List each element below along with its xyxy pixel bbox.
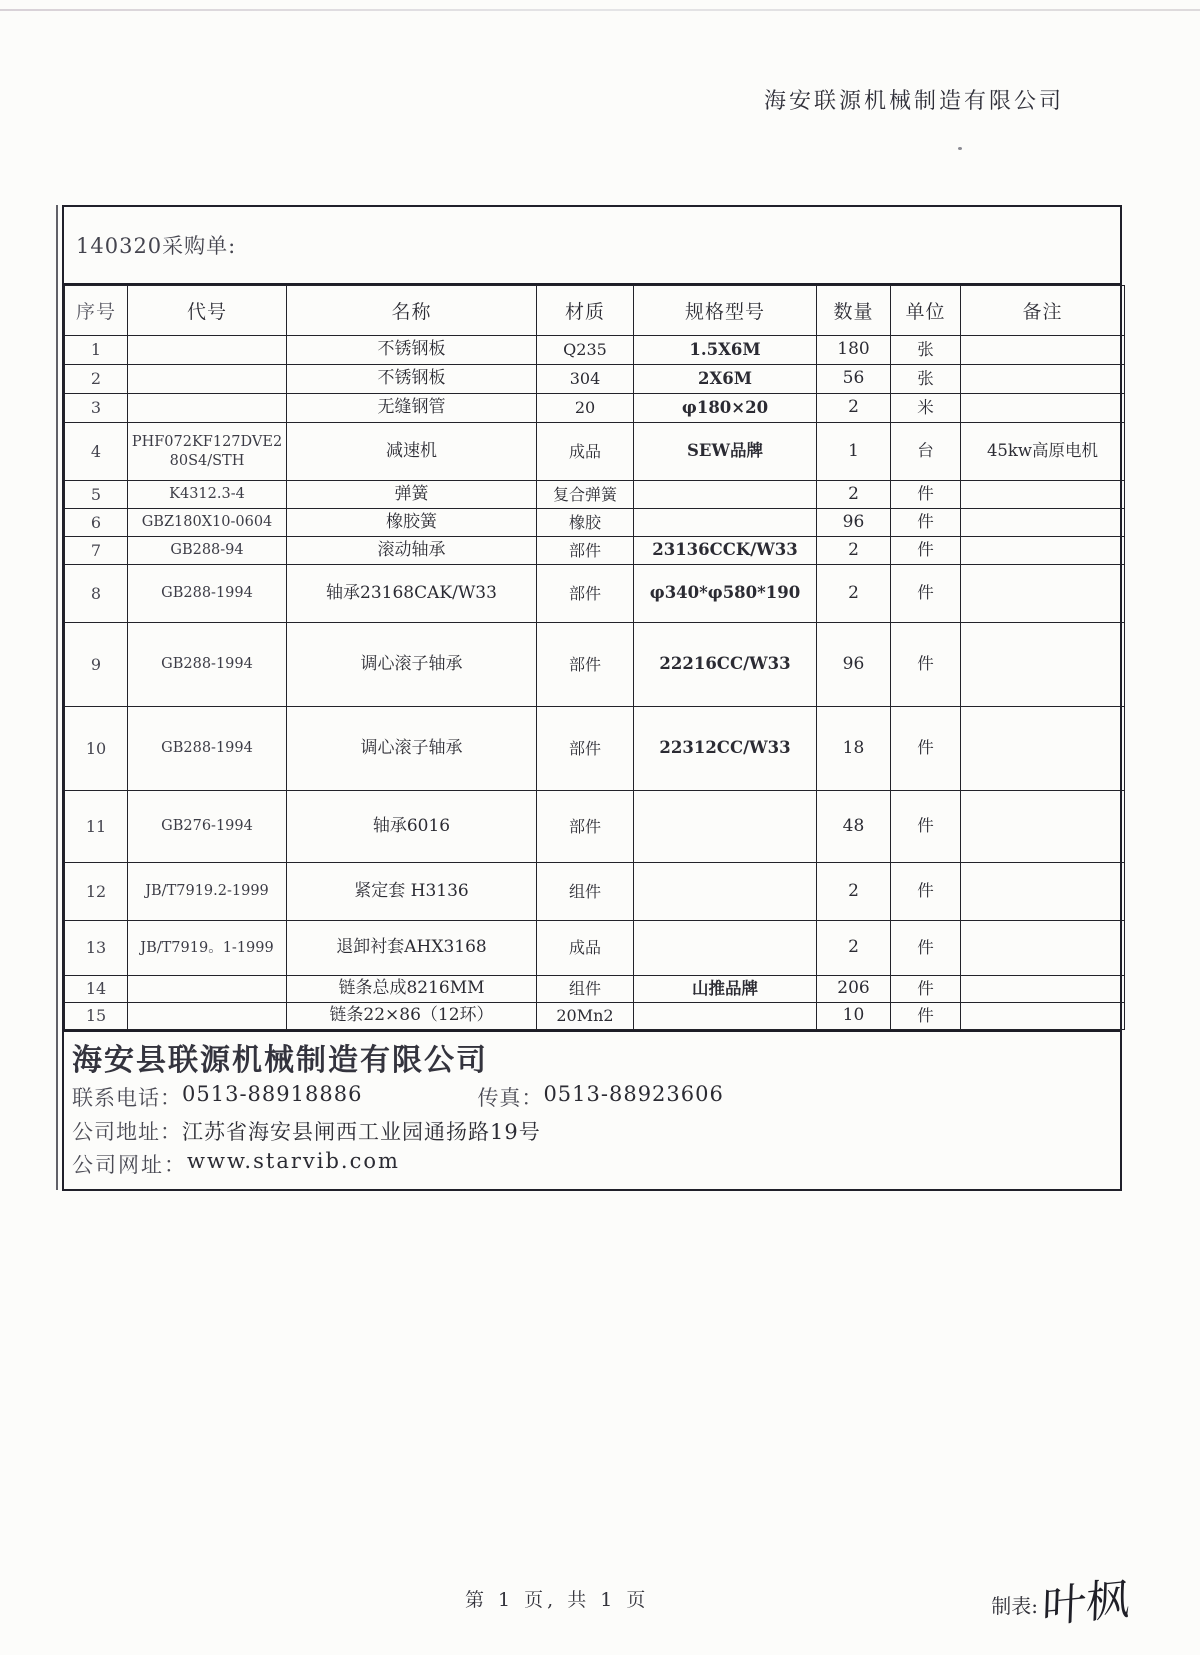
cell-qty: 48 [817,791,891,863]
cell-name: 橡胶簧 [287,509,537,537]
cell-name: 滚动轴承 [287,537,537,565]
cell-material: 部件 [537,791,634,863]
cell-remark [961,394,1125,423]
cell-spec [634,509,817,537]
table-header [65,286,1125,336]
cell-material: 成品 [537,921,634,976]
purchase-order-sheet [62,205,1122,1191]
header-code: 代号 [128,286,287,336]
cell-unit: 件 [891,509,961,537]
cell-remark [961,976,1125,1003]
cell-remark [961,509,1125,537]
header-unit: 单位 [891,286,961,336]
cell-seq: 10 [65,707,128,791]
fax-value: 0513-88923606 [543,1082,724,1107]
cell-name: 减速机 [287,423,537,481]
cell-code [128,394,287,423]
cell-unit: 件 [891,537,961,565]
cell-qty: 56 [817,365,891,394]
header-row [65,286,1125,336]
po-table-body [65,336,1125,1030]
cell-seq: 12 [65,863,128,921]
cell-unit: 件 [891,976,961,1003]
header-remark: 备注 [961,286,1125,336]
cell-code: GB276-1994 [128,791,287,863]
company-header: 海安联源机械制造有限公司 [763,89,1064,114]
header-spec: 规格型号 [634,286,817,336]
address-label: 公司地址： [72,1119,182,1144]
cell-spec [634,921,817,976]
header-material: 材质 [537,286,634,336]
cell-remark [961,336,1125,365]
cell-remark [961,481,1125,509]
cell-material: 组件 [537,863,634,921]
website-value: www.starvib.com [187,1148,400,1173]
cell-qty: 96 [817,623,891,707]
cell-spec: 22312CC/W33 [634,707,817,791]
cell-remark [961,565,1125,623]
cell-seq: 7 [65,537,128,565]
cell-qty: 2 [817,537,891,565]
table-row [65,336,1125,365]
cell-spec: 22216CC/W33 [634,623,817,707]
table-row [65,1003,1125,1030]
cell-code: GBZ180X10-0604 [128,509,287,537]
cell-qty: 2 [817,921,891,976]
cell-qty: 206 [817,976,891,1003]
cell-remark [961,791,1125,863]
cell-spec: φ340*φ580*190 [634,565,817,623]
cell-remark: 45kw高原电机 [961,423,1125,481]
cell-spec [634,481,817,509]
cell-name: 调心滚子轴承 [287,623,537,707]
cell-qty: 1 [817,423,891,481]
cell-remark [961,537,1125,565]
cell-qty: 180 [817,336,891,365]
cell-name: 紧定套 H3136 [287,863,537,921]
cell-material: 部件 [537,623,634,707]
website-label: 公司网址： [72,1152,187,1177]
cell-code: JB/T7919。1-1999 [128,921,287,976]
table-row [65,791,1125,863]
company-website-line [72,1149,1110,1179]
scan-double-border-line [56,205,58,1190]
cell-seq: 13 [65,921,128,976]
table-row [65,976,1125,1003]
phone-value: 0513-88918886 [182,1082,363,1107]
cell-material: 20 [537,394,634,423]
page-number-info: 第 1 页, 共 1 页 [465,1589,650,1611]
header-qty: 数量 [817,286,891,336]
cell-material: 部件 [537,537,634,565]
cell-name: 调心滚子轴承 [287,707,537,791]
cell-spec [634,863,817,921]
table-row [65,423,1125,481]
address-value: 江苏省海安县闸西工业园通扬路19号 [182,1119,541,1144]
cell-qty: 2 [817,394,891,423]
phone-label: 联系电话： [72,1086,182,1111]
cell-remark [961,623,1125,707]
cell-material: 304 [537,365,634,394]
cell-material: Q235 [537,336,634,365]
table-row [65,921,1125,976]
cell-spec: 23136CCK/W33 [634,537,817,565]
cell-material: 部件 [537,707,634,791]
purchase-order-table [64,285,1125,1030]
cell-unit: 张 [891,336,961,365]
cell-unit: 件 [891,1003,961,1030]
maker-signature-handwriting: 叶枫 [1041,1573,1131,1634]
cell-name: 轴承23168CAK/W33 [287,565,537,623]
cell-unit: 件 [891,481,961,509]
cell-unit: 件 [891,565,961,623]
cell-unit: 件 [891,863,961,921]
header-name: 名称 [287,286,537,336]
cell-name: 链条总成8216MM [287,976,537,1003]
cell-seq: 14 [65,976,128,1003]
cell-code: K4312.3-4 [128,481,287,509]
cell-unit: 米 [891,394,961,423]
cell-qty: 96 [817,509,891,537]
cell-unit: 件 [891,623,961,707]
cell-seq: 1 [65,336,128,365]
cell-name: 轴承6016 [287,791,537,863]
cell-material: 成品 [537,423,634,481]
cell-material: 复合弹簧 [537,481,634,509]
cell-code: GB288-94 [128,537,287,565]
cell-spec: 1.5X6M [634,336,817,365]
table-row [65,707,1125,791]
cell-qty: 2 [817,481,891,509]
cell-seq: 8 [65,565,128,623]
cell-spec: 山推品牌 [634,976,817,1003]
cell-qty: 2 [817,863,891,921]
cell-material: 部件 [537,565,634,623]
cell-code: JB/T7919.2-1999 [128,863,287,921]
maker-label: 制表: [991,1594,1038,1618]
cell-name: 退卸衬套AHX3168 [287,921,537,976]
cell-name: 无缝钢管 [287,394,537,423]
cell-code: GB288-1994 [128,565,287,623]
cell-qty: 10 [817,1003,891,1030]
cell-seq: 11 [65,791,128,863]
table-row [65,509,1125,537]
cell-seq: 4 [65,423,128,481]
cell-seq: 6 [65,509,128,537]
cell-material: 20Mn2 [537,1003,634,1030]
cell-spec [634,1003,817,1030]
scan-edge-line [0,9,1200,11]
cell-remark [961,921,1125,976]
company-info-block [64,1030,1120,1189]
spacer [362,1082,477,1112]
cell-remark [961,1003,1125,1030]
cell-code: PHF072KF127DVE280S4/STH [128,423,287,481]
cell-unit: 张 [891,365,961,394]
cell-spec [634,791,817,863]
cell-spec: SEW品牌 [634,423,817,481]
cell-name: 不锈钢板 [287,336,537,365]
cell-remark [961,863,1125,921]
cell-code [128,336,287,365]
table-row [65,365,1125,394]
cell-unit: 台 [891,423,961,481]
cell-name: 弹簧 [287,481,537,509]
document-title: 140320采购单: [64,207,1120,285]
table-row [65,481,1125,509]
cell-remark [961,707,1125,791]
cell-material: 组件 [537,976,634,1003]
table-row [65,537,1125,565]
cell-code [128,1003,287,1030]
cell-seq: 15 [65,1003,128,1030]
cell-seq: 9 [65,623,128,707]
cell-spec: φ180×20 [634,394,817,423]
cell-code [128,976,287,1003]
cell-code [128,365,287,394]
fax-label: 传真： [477,1086,544,1111]
cell-seq: 3 [65,394,128,423]
company-address-line [72,1116,1110,1146]
cell-name: 不锈钢板 [287,365,537,394]
cell-unit: 件 [891,791,961,863]
cell-material: 橡胶 [537,509,634,537]
company-name: 海安县联源机械制造有限公司 [72,1043,488,1078]
scan-dot-artifact [958,147,962,150]
maker-block [991,1573,1131,1634]
header-seq: 序号 [65,286,128,336]
cell-qty: 2 [817,565,891,623]
cell-code: GB288-1994 [128,623,287,707]
cell-spec: 2X6M [634,365,817,394]
cell-seq: 5 [65,481,128,509]
table-row [65,863,1125,921]
cell-name: 链条22×86（12环） [287,1003,537,1030]
cell-code: GB288-1994 [128,707,287,791]
table-row [65,623,1125,707]
cell-unit: 件 [891,921,961,976]
company-phone-line [72,1082,1110,1112]
table-row [65,394,1125,423]
cell-unit: 件 [891,707,961,791]
cell-remark [961,365,1125,394]
table-row [65,565,1125,623]
cell-qty: 18 [817,707,891,791]
cell-seq: 2 [65,365,128,394]
